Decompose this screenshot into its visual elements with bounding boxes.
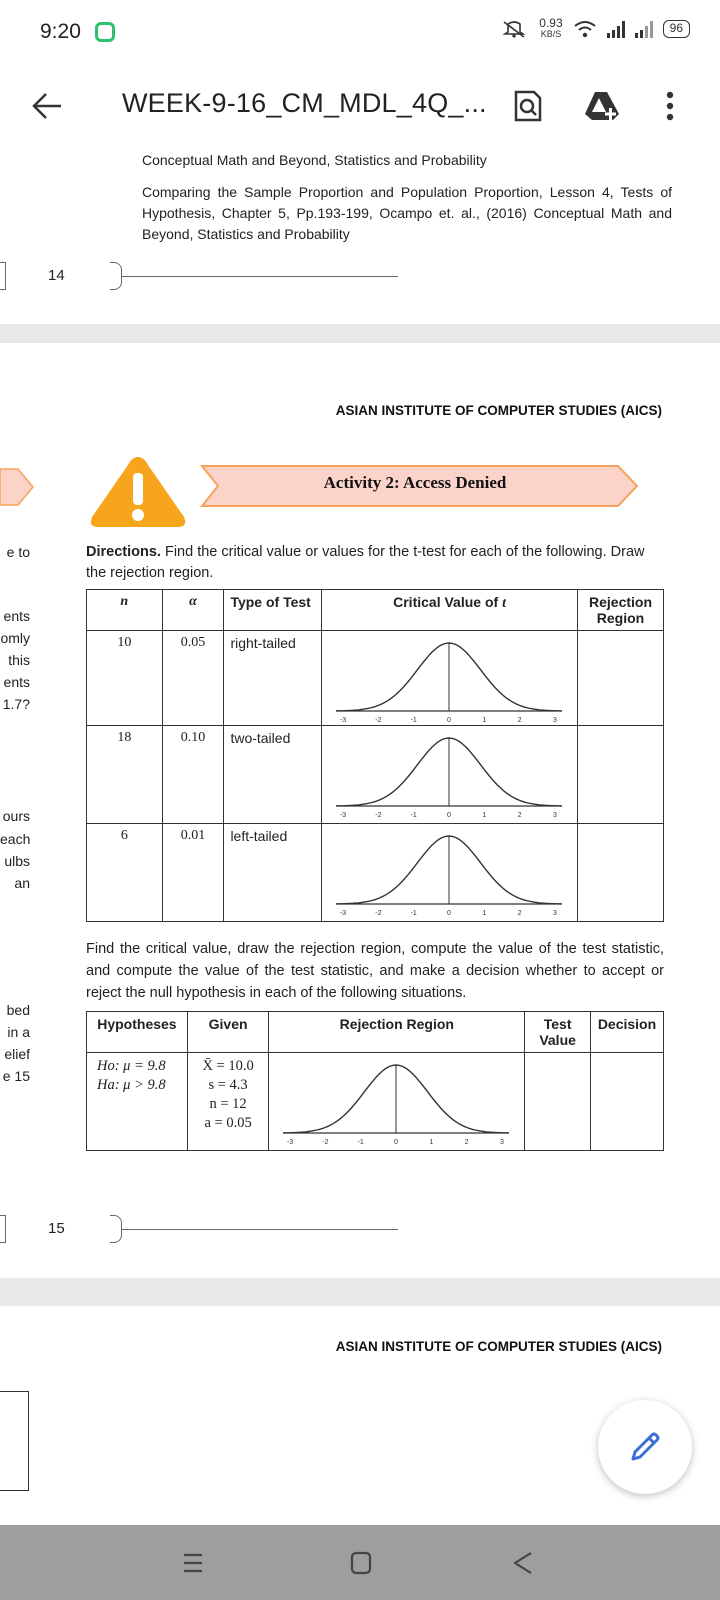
side-text-fragment: e 15 — [2, 1068, 30, 1084]
cell-curve — [322, 726, 578, 824]
normal-curve-diagram — [269, 1053, 524, 1147]
directions — [86, 542, 666, 584]
col-header-critical — [322, 590, 578, 631]
recent-apps-icon[interactable] — [180, 1550, 206, 1576]
table-row — [87, 1053, 664, 1151]
col-header-test-value: Test Value — [525, 1012, 591, 1053]
side-text-fragment: ents — [3, 674, 30, 690]
mute-icon — [499, 20, 529, 38]
edit-pencil-icon — [627, 1429, 663, 1465]
cell-given — [187, 1053, 268, 1151]
axis-tick-label: 3 — [553, 812, 557, 819]
search-document-icon[interactable] — [508, 86, 548, 126]
axis-tick-label: -2 — [375, 910, 382, 917]
given-mean: X̄ = 10.0 — [202, 1058, 254, 1074]
col-header-alpha: α — [162, 590, 224, 631]
critical-value-table — [86, 589, 664, 922]
cell-type: left-tailed — [224, 824, 322, 922]
axis-tick-label: -1 — [410, 812, 417, 819]
activity-title: Activity 2: Access Denied — [323, 473, 507, 492]
side-text-fragment: 1.7? — [2, 696, 30, 712]
network-speed-unit: KB/S — [540, 29, 562, 39]
col-header-given: Given — [187, 1012, 268, 1053]
status-bar — [0, 0, 720, 64]
col-header-rejection-region: Rejection Region — [269, 1012, 525, 1053]
side-box-fragment — [0, 1391, 29, 1491]
axis-tick-label: 1 — [482, 717, 487, 724]
table-header-row — [87, 1012, 664, 1053]
table-row — [87, 824, 664, 922]
status-time: 9:20 — [40, 20, 81, 43]
directions-text: Find the critical value or values for the t-test for each of the following. Draw the rejection region. — [86, 544, 645, 581]
normal-curve-diagram — [322, 824, 577, 918]
signal-icon — [607, 20, 625, 38]
reference-tail: Conceptual Math and Beyond, Statistics and Probability — [142, 152, 487, 168]
page-number-bracket-left — [0, 262, 6, 290]
page-number-bracket-left — [0, 1215, 6, 1243]
side-text-fragment: ulbs — [4, 853, 30, 869]
axis-tick-label: -2 — [375, 812, 382, 819]
add-to-drive-icon[interactable] — [582, 86, 622, 126]
axis-tick-label: -3 — [339, 910, 347, 917]
axis-tick-label: -2 — [375, 717, 382, 724]
given-alpha: a = 0.05 — [204, 1115, 252, 1131]
signal-icon-2 — [635, 20, 653, 38]
cell-rejection[interactable] — [578, 631, 664, 726]
critical-label-var: t — [502, 596, 506, 611]
app-toolbar — [0, 64, 720, 150]
cell-rejection[interactable] — [578, 726, 664, 824]
side-text-fragment: elief — [4, 1046, 30, 1062]
cell-n: 6 — [87, 824, 163, 922]
axis-tick-label: -1 — [410, 910, 417, 917]
page-header: ASIAN INSTITUTE OF COMPUTER STUDIES (AICS) — [335, 1339, 662, 1354]
footer-rule — [122, 1229, 398, 1230]
table-header-row — [87, 590, 664, 631]
axis-tick-label: 3 — [500, 1139, 505, 1146]
cell-type: right-tailed — [224, 631, 322, 726]
axis-tick-label: -3 — [339, 812, 347, 819]
network-speed — [539, 18, 562, 40]
cell-decision[interactable] — [590, 1053, 663, 1151]
side-text-fragment: bed — [6, 1002, 30, 1018]
axis-tick-label: 2 — [517, 717, 522, 724]
cell-n: 10 — [87, 631, 163, 726]
cell-hypotheses — [87, 1053, 188, 1151]
axis-tick-label: 2 — [464, 1139, 469, 1146]
page-number-bracket-right — [110, 262, 122, 290]
footer-rule — [122, 276, 398, 277]
cell-test-value[interactable] — [525, 1053, 591, 1151]
axis-tick-label: 3 — [553, 910, 557, 917]
back-arrow-icon[interactable] — [30, 88, 66, 124]
instruction-2: Find the critical value, draw the rejection region, compute the value of the test statistic, and compute the value of the test statistic, and make a decision whether to accept or reject the null hypothesis in each of the following situations. — [86, 941, 664, 1001]
document-viewport[interactable] — [0, 150, 720, 1525]
warning-icon — [86, 453, 190, 529]
cell-alpha: 0.01 — [162, 824, 224, 922]
axis-tick-label: -1 — [410, 717, 417, 724]
table-row — [87, 631, 664, 726]
page-number: 15 — [48, 1220, 65, 1237]
edit-button[interactable] — [598, 1400, 692, 1494]
axis-tick-label: 0 — [447, 812, 451, 819]
side-text-fragment: each — [0, 831, 30, 847]
cell-rejection[interactable] — [578, 824, 664, 922]
cell-alpha: 0.05 — [162, 631, 224, 726]
system-nav-bar — [0, 1525, 720, 1600]
page-14 — [0, 150, 720, 324]
back-icon[interactable] — [510, 1550, 536, 1576]
side-text-fragment: in a — [7, 1024, 30, 1040]
cell-type: two-tailed — [224, 726, 322, 824]
null-hypothesis: Ho: μ = 9.8 — [97, 1058, 166, 1074]
axis-tick-label: -3 — [339, 717, 347, 724]
col-header-n: n — [87, 590, 163, 631]
axis-tick-label: -3 — [287, 1139, 294, 1146]
axis-tick-label: 2 — [517, 910, 522, 917]
alternative-hypothesis: Ha: μ > 9.8 — [97, 1077, 166, 1093]
side-text-fragment: e to — [6, 544, 30, 560]
page-header: ASIAN INSTITUTE OF COMPUTER STUDIES (AICS) — [335, 403, 662, 418]
battery-icon — [663, 20, 690, 38]
home-icon[interactable] — [348, 1550, 374, 1576]
col-header-type: Type of Test — [224, 590, 322, 631]
col-header-rejection: Rejection Region — [578, 590, 664, 631]
reference-citation: Comparing the Sample Proportion and Population Proportion, Lesson 4, Tests of Hypothesis, Chapter 5, Pp.193-199, Ocampo et. al., (2016) Conceptual Math and Beyond, Statistics and Probability — [142, 184, 672, 242]
axis-tick-label: 3 — [553, 717, 557, 724]
axis-tick-label: -2 — [322, 1139, 329, 1146]
col-header-decision: Decision — [590, 1012, 663, 1053]
given-n: n = 12 — [209, 1096, 247, 1112]
side-text-fragment: an — [14, 875, 30, 891]
axis-tick-label: -1 — [357, 1139, 365, 1146]
axis-tick-label: 1 — [429, 1139, 434, 1146]
normal-curve-diagram — [322, 726, 577, 820]
side-text-fragment: ents — [3, 608, 30, 624]
axis-tick-label: 1 — [482, 910, 487, 917]
hypothesis-test-table — [86, 1011, 664, 1151]
page-number: 14 — [48, 267, 65, 284]
side-text-fragment: omly — [0, 630, 30, 646]
cell-curve — [269, 1053, 525, 1151]
cell-curve — [322, 824, 578, 922]
page-15 — [0, 343, 720, 1278]
network-speed-value: 0.93 — [539, 16, 563, 30]
axis-tick-label: 0 — [394, 1139, 399, 1146]
app-notification-icon — [95, 22, 115, 42]
normal-curve-diagram — [322, 631, 577, 725]
given-sd: s = 4.3 — [208, 1077, 248, 1093]
cell-n: 18 — [87, 726, 163, 824]
axis-tick-label: 0 — [447, 717, 451, 724]
battery-level: 96 — [669, 21, 683, 35]
axis-tick-label: 0 — [447, 910, 451, 917]
table-row — [87, 726, 664, 824]
side-text-fragment: this — [8, 652, 30, 668]
critical-label: Critical Value of — [393, 594, 503, 610]
wifi-icon — [573, 20, 597, 38]
cell-alpha: 0.10 — [162, 726, 224, 824]
directions-label: Directions. — [86, 544, 161, 560]
page-number-bracket-right — [110, 1215, 122, 1243]
axis-tick-label: 2 — [517, 812, 522, 819]
side-text-fragment: ours — [2, 808, 30, 824]
document-title: WEEK-9-16_CM_MDL_4Q_... — [122, 88, 487, 118]
previous-page-banner-fragment — [0, 467, 34, 507]
axis-tick-label: 1 — [482, 812, 487, 819]
col-header-hypotheses: Hypotheses — [87, 1012, 188, 1053]
cell-curve — [322, 631, 578, 726]
more-options-icon[interactable] — [660, 86, 680, 126]
